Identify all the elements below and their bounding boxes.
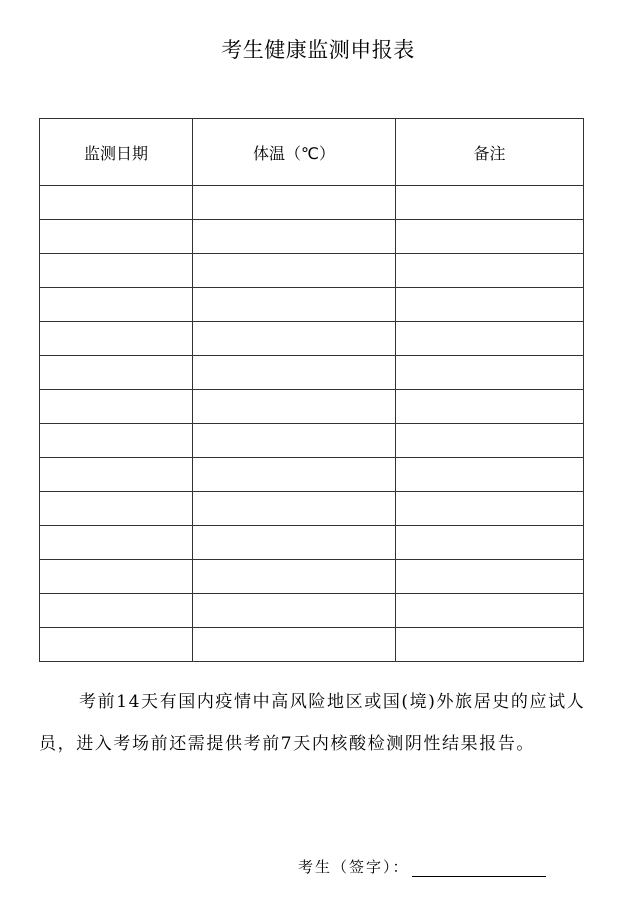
date-cell[interactable]	[40, 424, 193, 458]
date-cell[interactable]	[40, 628, 193, 662]
column-header-date: 监测日期	[40, 119, 193, 186]
date-cell[interactable]	[40, 322, 193, 356]
remarks-cell[interactable]	[396, 560, 584, 594]
table-row	[40, 356, 584, 390]
temperature-cell[interactable]	[193, 288, 396, 322]
table-row	[40, 186, 584, 220]
table-body	[40, 186, 584, 662]
remarks-cell[interactable]	[396, 526, 584, 560]
remarks-cell[interactable]	[396, 424, 584, 458]
remarks-cell[interactable]	[396, 288, 584, 322]
remarks-cell[interactable]	[396, 458, 584, 492]
table-row	[40, 288, 584, 322]
temperature-cell[interactable]	[193, 560, 396, 594]
temperature-cell[interactable]	[193, 220, 396, 254]
table-row	[40, 492, 584, 526]
date-cell[interactable]	[40, 186, 193, 220]
table-header-row	[40, 119, 584, 186]
table-row	[40, 220, 584, 254]
temperature-cell[interactable]	[193, 186, 396, 220]
temperature-cell[interactable]	[193, 492, 396, 526]
table-row	[40, 526, 584, 560]
signature-label: 考生（签字）：	[298, 858, 410, 876]
table-row	[40, 594, 584, 628]
date-cell[interactable]	[40, 458, 193, 492]
table-row	[40, 390, 584, 424]
temperature-cell[interactable]	[193, 254, 396, 288]
temperature-cell[interactable]	[193, 356, 396, 390]
remarks-cell[interactable]	[396, 254, 584, 288]
table-row	[40, 424, 584, 458]
temperature-cell[interactable]	[193, 424, 396, 458]
remarks-cell[interactable]	[396, 356, 584, 390]
temperature-cell[interactable]	[193, 458, 396, 492]
table-row	[40, 458, 584, 492]
date-cell[interactable]	[40, 254, 193, 288]
temperature-cell[interactable]	[193, 594, 396, 628]
remarks-cell[interactable]	[396, 322, 584, 356]
column-header-temperature: 体温（℃）	[193, 119, 396, 186]
date-cell[interactable]	[40, 526, 193, 560]
remarks-cell[interactable]	[396, 594, 584, 628]
temperature-cell[interactable]	[193, 322, 396, 356]
remarks-cell[interactable]	[396, 492, 584, 526]
column-header-remarks: 备注	[396, 119, 584, 186]
remarks-cell[interactable]	[396, 186, 584, 220]
table-row	[40, 560, 584, 594]
date-cell[interactable]	[40, 288, 193, 322]
signature-area	[298, 856, 546, 877]
table-row	[40, 628, 584, 662]
date-cell[interactable]	[40, 594, 193, 628]
temperature-cell[interactable]	[193, 628, 396, 662]
remarks-cell[interactable]	[396, 220, 584, 254]
page-title: 考生健康监测申报表	[221, 38, 415, 62]
date-cell[interactable]	[40, 560, 193, 594]
signature-line[interactable]	[412, 858, 546, 877]
date-cell[interactable]	[40, 492, 193, 526]
date-cell[interactable]	[40, 390, 193, 424]
table-row	[40, 254, 584, 288]
remarks-cell[interactable]	[396, 390, 584, 424]
date-cell[interactable]	[40, 220, 193, 254]
temperature-cell[interactable]	[193, 526, 396, 560]
notice-paragraph: 考前14天有国内疫情中高风险地区或国(境)外旅居史的应试人员，进入考场前还需提供考前7天内核酸检测阴性结果报告。	[39, 692, 586, 754]
table-row	[40, 322, 584, 356]
temperature-cell[interactable]	[193, 390, 396, 424]
health-monitor-table	[39, 118, 584, 662]
remarks-cell[interactable]	[396, 628, 584, 662]
date-cell[interactable]	[40, 356, 193, 390]
